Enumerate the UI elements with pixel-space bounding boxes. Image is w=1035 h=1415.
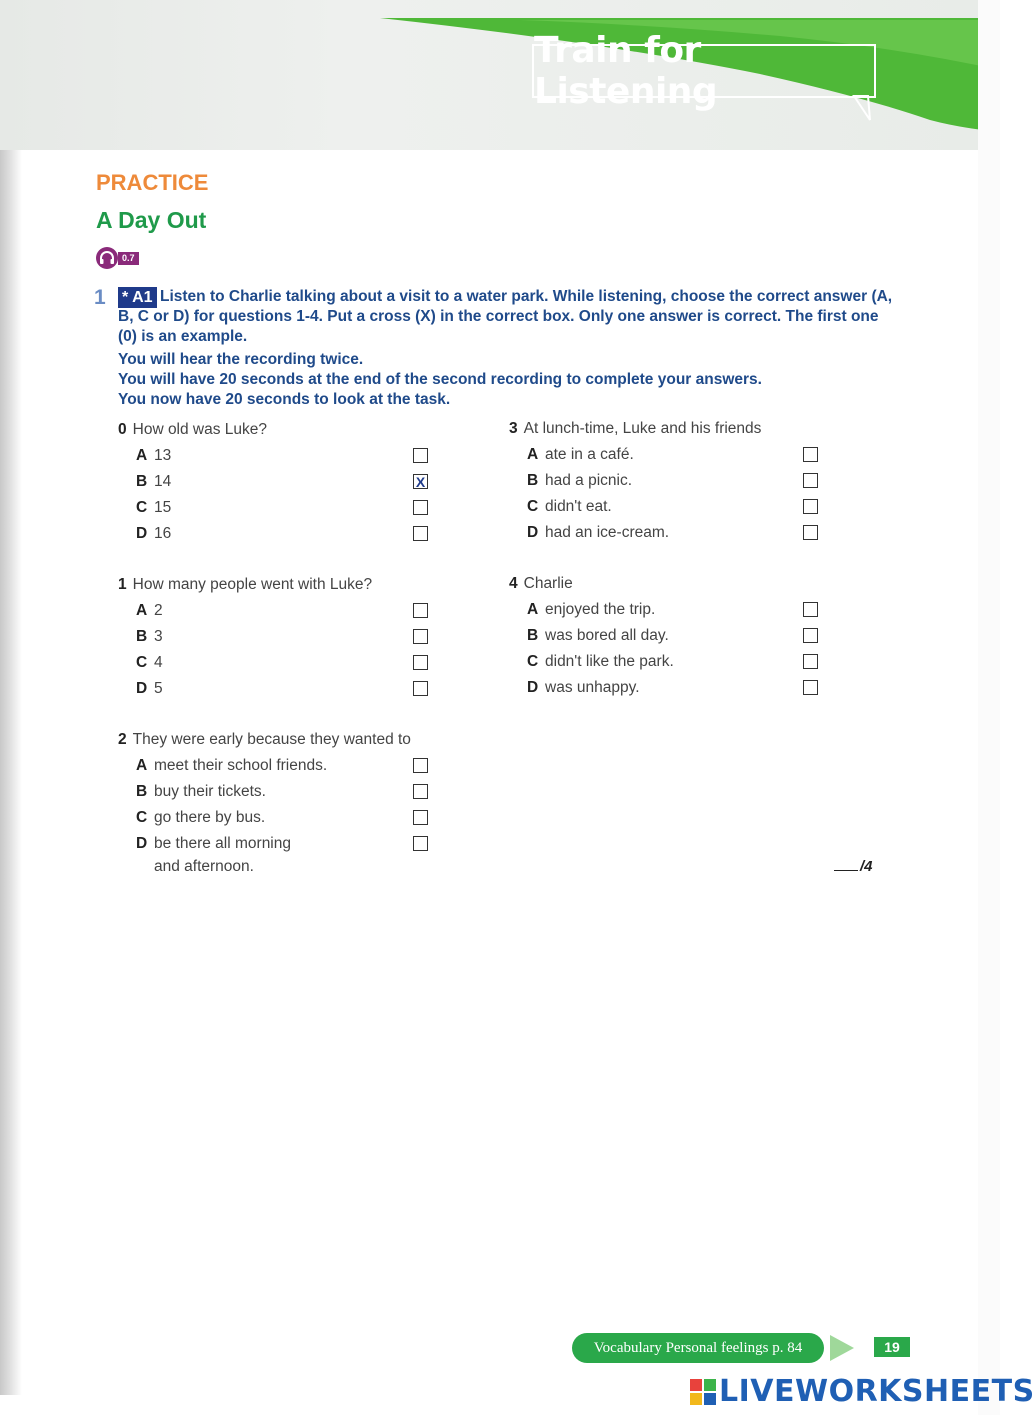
instructions-time-look: You now have 20 seconds to look at the task. xyxy=(118,391,451,408)
audio-track-number: 0.7 xyxy=(118,252,139,265)
page-title: Train for Listening xyxy=(532,44,876,98)
option-1-a: A 2 xyxy=(136,602,163,619)
option-1-d: D 5 xyxy=(136,680,163,697)
checkbox-3-d[interactable] xyxy=(803,525,818,540)
option-4-b: B was bored all day. xyxy=(527,627,669,644)
checkbox-1-c[interactable] xyxy=(413,655,428,670)
page-gutter-shadow xyxy=(0,150,22,1395)
page-right-edge xyxy=(978,0,1000,1415)
option-2-d-continued: and afternoon. xyxy=(154,858,254,875)
option-4-a: A enjoyed the trip. xyxy=(527,601,656,618)
option-2-c: C go there by bus. xyxy=(136,809,266,826)
checkbox-2-c[interactable] xyxy=(413,810,428,825)
vocabulary-reference[interactable]: Vocabulary Personal feelings p. 84 xyxy=(572,1333,824,1363)
option-4-c: C didn't like the park. xyxy=(527,653,674,670)
checkbox-3-a[interactable] xyxy=(803,447,818,462)
option-3-a: A ate in a café. xyxy=(527,446,634,463)
option-3-c: C didn't eat. xyxy=(527,498,612,515)
exercise-number: 1 xyxy=(94,286,106,309)
score-blank[interactable] xyxy=(834,870,858,871)
question-number: 0 xyxy=(118,421,127,438)
headphones-icon[interactable] xyxy=(96,247,118,269)
option-2-a: A meet their school friends. xyxy=(136,757,328,774)
option-0-d: D 16 xyxy=(136,525,172,542)
option-0-a: A 13 xyxy=(136,447,172,464)
checkbox-2-d[interactable] xyxy=(413,836,428,851)
checkbox-3-b[interactable] xyxy=(803,473,818,488)
checkbox-4-c[interactable] xyxy=(803,654,818,669)
checkbox-4-d[interactable] xyxy=(803,680,818,695)
option-3-b: B had a picnic. xyxy=(527,472,633,489)
option-4-d: D was unhappy. xyxy=(527,679,640,696)
option-2-d: D be there all morning xyxy=(136,835,291,852)
arrow-right-icon xyxy=(828,1333,856,1363)
question-3 xyxy=(509,420,761,438)
checkbox-1-b[interactable] xyxy=(413,629,428,644)
brand-text: LIVEWORKSHEETS xyxy=(719,1374,1035,1409)
option-1-c: C 4 xyxy=(136,654,163,671)
instructions-time-end: You will have 20 seconds at the end of the second recording to complete your answers. xyxy=(118,371,762,388)
section-label: PRACTICE xyxy=(96,170,209,195)
score-box xyxy=(834,858,873,875)
question-text: How many people went with Luke? xyxy=(132,576,373,593)
checkbox-2-a[interactable] xyxy=(413,758,428,773)
checkbox-0-a[interactable] xyxy=(413,448,428,463)
question-text: They were early because they wanted to xyxy=(132,731,411,748)
question-text: How old was Luke? xyxy=(132,421,268,438)
checkbox-0-b[interactable]: X xyxy=(413,474,428,489)
question-text: Charlie xyxy=(523,575,573,592)
checkbox-1-a[interactable] xyxy=(413,603,428,618)
instructions-recording: You will hear the recording twice. xyxy=(118,351,364,368)
question-2 xyxy=(118,731,411,749)
question-number: 3 xyxy=(509,420,518,437)
option-0-c: C 15 xyxy=(136,499,172,516)
checkbox-0-c[interactable] xyxy=(413,500,428,515)
checkbox-1-d[interactable] xyxy=(413,681,428,696)
level-badge: * A1 xyxy=(118,287,157,308)
question-1 xyxy=(118,576,372,594)
option-2-b: B buy their tickets. xyxy=(136,783,266,800)
score-total: /4 xyxy=(860,858,873,875)
option-0-b: B 14 xyxy=(136,473,172,490)
question-0 xyxy=(118,421,267,439)
question-number: 2 xyxy=(118,731,127,748)
instructions-main: Listen to Charlie talking about a visit to a water park. While listening, choose the correct answer (A, B, C or D) for questions 1-4. Put a cross (X) in the correct box. Only one answer is correct. The first one (0) is an example. xyxy=(118,288,893,345)
title-tail-shape xyxy=(852,96,872,122)
section-title: A Day Out xyxy=(96,207,207,233)
checkbox-2-b[interactable] xyxy=(413,784,428,799)
page-number: 19 xyxy=(874,1337,910,1357)
question-text: At lunch-time, Luke and his friends xyxy=(523,420,762,437)
option-3-d: D had an ice-cream. xyxy=(527,524,670,541)
checkbox-4-a[interactable] xyxy=(803,602,818,617)
checkbox-0-d[interactable] xyxy=(413,526,428,541)
question-4 xyxy=(509,575,573,593)
checkbox-4-b[interactable] xyxy=(803,628,818,643)
exercise-instructions xyxy=(118,287,898,410)
question-number: 4 xyxy=(509,575,518,592)
question-number: 1 xyxy=(118,576,127,593)
liveworksheets-logo xyxy=(690,1374,1035,1409)
option-1-b: B 3 xyxy=(136,628,163,645)
liveworksheets-mark-icon xyxy=(690,1379,716,1405)
checkbox-3-c[interactable] xyxy=(803,499,818,514)
